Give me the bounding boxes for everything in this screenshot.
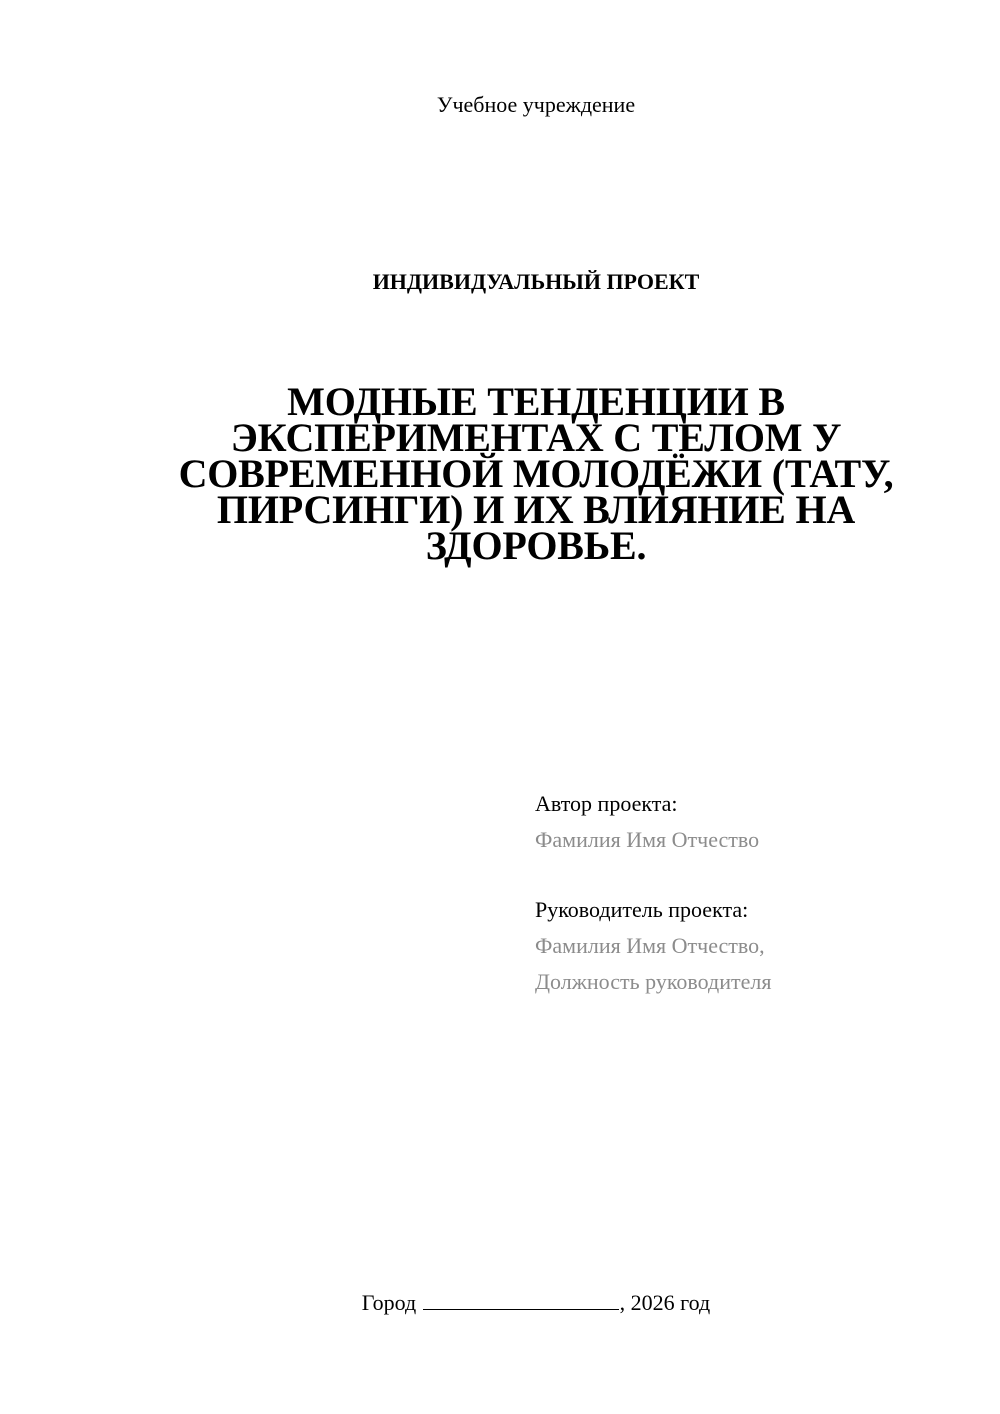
author-label: Автор проекта: (535, 791, 678, 816)
year-text: , 2026 год (619, 1290, 711, 1315)
institution-name: Учебное учреждение (436, 92, 636, 117)
supervisor-label: Руководитель проекта: (535, 897, 749, 922)
city-year-line (0, 1287, 1000, 1318)
project-title-line: СОВРЕМЕННОЙ МОЛОДЁЖИ (ТАТУ, (178, 451, 894, 496)
project-title-line: МОДНЫЕ ТЕНДЕНЦИИ В (287, 379, 785, 424)
author-block (535, 786, 975, 858)
project-type-heading: ИНДИВИДУАЛЬНЫЙ ПРОЕКТ (372, 269, 700, 294)
project-title (170, 379, 902, 568)
supervisor-position-placeholder: Должность руководителя (535, 969, 772, 994)
supervisor-block (535, 892, 975, 1000)
project-title-line: ПИРСИНГИ) И ИХ ВЛИЯНИЕ НА (216, 487, 856, 532)
project-title-line: ЗДОРОВЬЕ. (425, 523, 647, 568)
city-blank-line (423, 1287, 619, 1310)
project-title-line: ЭКСПЕРИМЕНТАХ С ТЕЛОМ У (230, 415, 842, 460)
author-name-placeholder: Фамилия Имя Отчество (535, 827, 760, 852)
supervisor-name-placeholder: Фамилия Имя Отчество, (535, 933, 765, 958)
city-label: Город (361, 1290, 417, 1315)
